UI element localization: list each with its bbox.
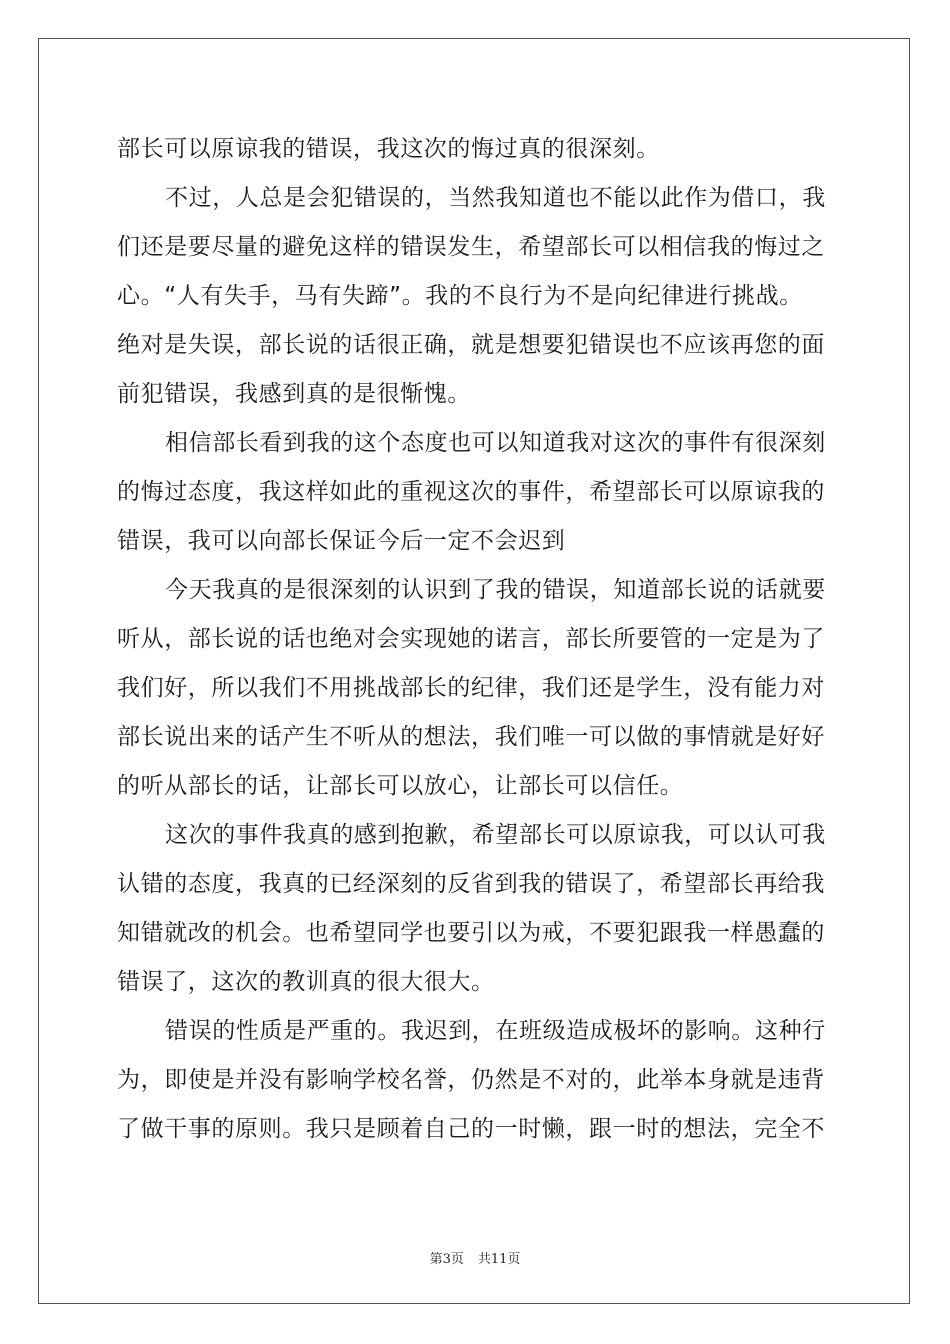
text-line-11: 听从，部长说的话也绝对会实现她的诺言，部长所要管的一定是为了 bbox=[117, 626, 825, 652]
text-line-21: 了做干事的原则。我只是顾着自己的一时懒，跟一时的想法，完全不 bbox=[117, 1116, 825, 1142]
document-body bbox=[117, 125, 837, 1154]
page-total: 共11页 bbox=[477, 1252, 521, 1267]
text-line-1: 部长可以原谅我的错误，我这次的悔过真的很深刻。 bbox=[117, 136, 660, 162]
page-footer bbox=[0, 1248, 950, 1267]
text-line-20: 为，即使是并没有影响学校名誉，仍然是不对的，此举本身就是违背 bbox=[117, 1067, 825, 1093]
text-line-4: 心。“人有失手，马有失蹄”。我的不良行为不是向纪律进行挑战。 bbox=[117, 283, 803, 309]
text-line-6: 前犯错误，我感到真的是很惭愧。 bbox=[117, 381, 471, 407]
text-line-2: 不过，人总是会犯错误的，当然我知道也不能以此作为借口，我 bbox=[165, 185, 826, 211]
text-line-7: 相信部长看到我的这个态度也可以知道我对这次的事件有很深刻 bbox=[165, 430, 826, 456]
text-line-16: 认错的态度，我真的已经深刻的反省到我的错误了，希望部长再给我 bbox=[117, 871, 825, 897]
text-line-19: 错误的性质是严重的。我迟到，在班级造成极坏的影响。这种行 bbox=[165, 1018, 826, 1044]
text-line-10: 今天我真的是很深刻的认识到了我的错误，知道部长说的话就要 bbox=[165, 577, 826, 603]
text-line-17: 知错就改的机会。也希望同学也要引以为戒，不要犯跟我一样愚蠢的 bbox=[117, 920, 825, 946]
page-number: 第3页 bbox=[429, 1252, 464, 1267]
text-line-18: 错误了，这次的教训真的很大很大。 bbox=[117, 969, 495, 995]
text-line-5: 绝对是失误，部长说的话很正确，就是想要犯错误也不应该再您的面 bbox=[117, 332, 825, 358]
text-line-9: 错误，我可以向部长保证今后一定不会迟到 bbox=[117, 528, 566, 554]
text-line-12: 我们好，所以我们不用挑战部长的纪律，我们还是学生，没有能力对 bbox=[117, 675, 825, 701]
text-line-15: 这次的事件我真的感到抱歉，希望部长可以原谅我，可以认可我 bbox=[165, 822, 826, 848]
text-line-14: 的听从部长的话，让部长可以放心，让部长可以信任。 bbox=[117, 773, 684, 799]
text-line-13: 部长说出来的话产生不听从的想法，我们唯一可以做的事情就是好好 bbox=[117, 724, 825, 750]
text-line-8: 的悔过态度，我这样如此的重视这次的事件，希望部长可以原谅我的 bbox=[117, 479, 825, 505]
text-line-3: 们还是要尽量的避免这样的错误发生，希望部长可以相信我的悔过之 bbox=[117, 234, 825, 260]
